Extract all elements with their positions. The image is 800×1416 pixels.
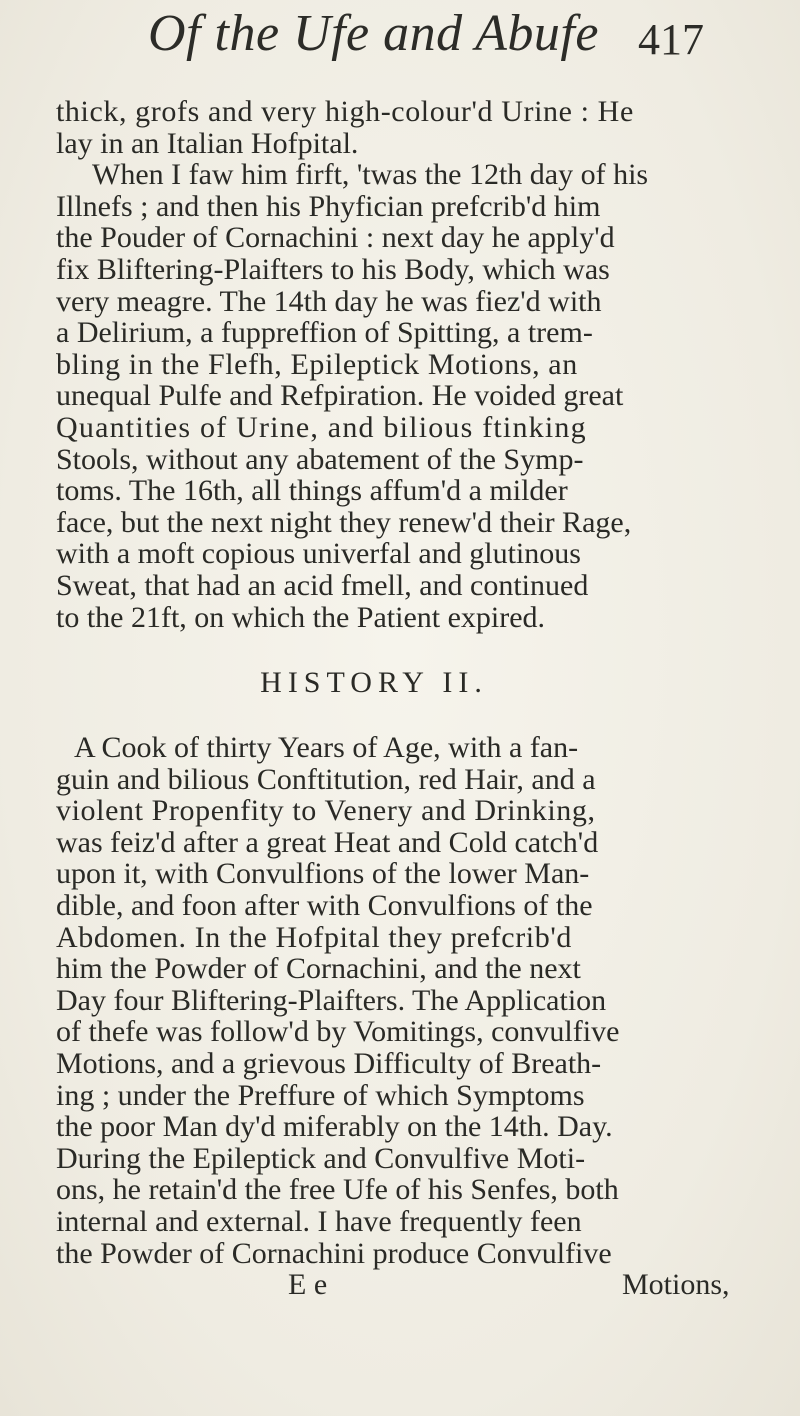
text-line: of thefe was follow'd by Vomitings, convulfive — [56, 1015, 620, 1049]
text-line: was feiz'd after a great Heat and Cold catch'd — [56, 825, 599, 859]
section-heading — [56, 660, 772, 705]
text-line: the Pouder of Cornachini : next day he apply'd — [56, 221, 615, 255]
text-line: dible, and foon after with Convulfions of the — [56, 889, 593, 923]
text-line: a Delirium, a fuppreffion of Spitting, a trem- — [56, 316, 593, 350]
running-head: Of the Ufe and Abufe — [148, 5, 599, 62]
text-line: Sweat, that had an acid fmell, and continued — [56, 568, 589, 602]
text-line: ing ; under the Preffure of which Symptoms — [56, 1078, 585, 1112]
text-line: ons, he retain'd the free Ufe of his Senfes, both — [56, 1173, 619, 1207]
page-header — [0, 4, 800, 90]
text-line: A Cook of thirty Years of Age, with a fan- — [74, 731, 579, 765]
text-line: upon it, with Convulfions of the lower Man- — [56, 857, 590, 891]
text-line: When I faw him firft, 'twas the 12th day of his — [92, 158, 649, 192]
text-line: the poor Man dy'd miferably on the 14th. Day. — [56, 1110, 613, 1144]
text-line: Stools, without any abatement of the Symp- — [56, 442, 584, 476]
text-line: very meagre. The 14th day he was fiez'd with — [56, 284, 602, 318]
catchword: Motions, — [622, 1268, 730, 1302]
page-number: 417 — [638, 15, 704, 64]
page-footer — [56, 1269, 772, 1301]
text-line: to the 21ft, on which the Patient expired. — [56, 600, 546, 634]
text-line: with a moft copious univerfal and glutinous — [56, 537, 581, 571]
text-line: internal and external. I have frequently feen — [56, 1205, 582, 1238]
paragraph-gap — [56, 633, 772, 660]
paragraph-gap — [56, 705, 772, 732]
text-line: fix Bliftering-Plaifters to his Body, which was — [56, 252, 610, 286]
text-line: Motions, and a grievous Difficulty of Breath- — [56, 1047, 602, 1081]
section-heading-text: HISTORY II. — [260, 666, 488, 700]
text-line: Quantities of Urine, and bilious ftinking — [56, 410, 587, 444]
body-text — [56, 96, 772, 1301]
text-line: Illnefs ; and then his Phyfician prefcrib'd him — [56, 189, 601, 223]
signature-mark: E e — [288, 1268, 328, 1302]
text-line: toms. The 16th, all things affum'd a milder — [56, 474, 568, 508]
text-line: lay in an Italian Hofpital. — [56, 126, 359, 160]
text-line: bling in the Flefh, Epileptick Motions, an — [56, 347, 578, 381]
text-line: guin and bilious Conftitution, red Hair, and a — [56, 762, 596, 796]
text-line: During the Epileptick and Convulfive Moti- — [56, 1141, 586, 1175]
text-line: Day four Bliftering-Plaifters. The Application — [56, 983, 607, 1017]
text-line: him the Powder of Cornachini, and the next — [56, 952, 581, 986]
text-line: the Powder of Cornachini produce Convulfive — [56, 1236, 612, 1270]
text-line: face, but the next night they renew'd their Rage, — [56, 505, 632, 539]
text-line: Abdomen. In the Hofpital they prefcrib'd — [56, 920, 572, 954]
text-line: unequal Pulfe and Refpiration. He voided great — [56, 379, 624, 413]
text-line: thick, grofs and very high-colour'd Urine : He — [56, 95, 634, 128]
text-line: violent Propenfity to Venery and Drinking, — [56, 794, 596, 828]
